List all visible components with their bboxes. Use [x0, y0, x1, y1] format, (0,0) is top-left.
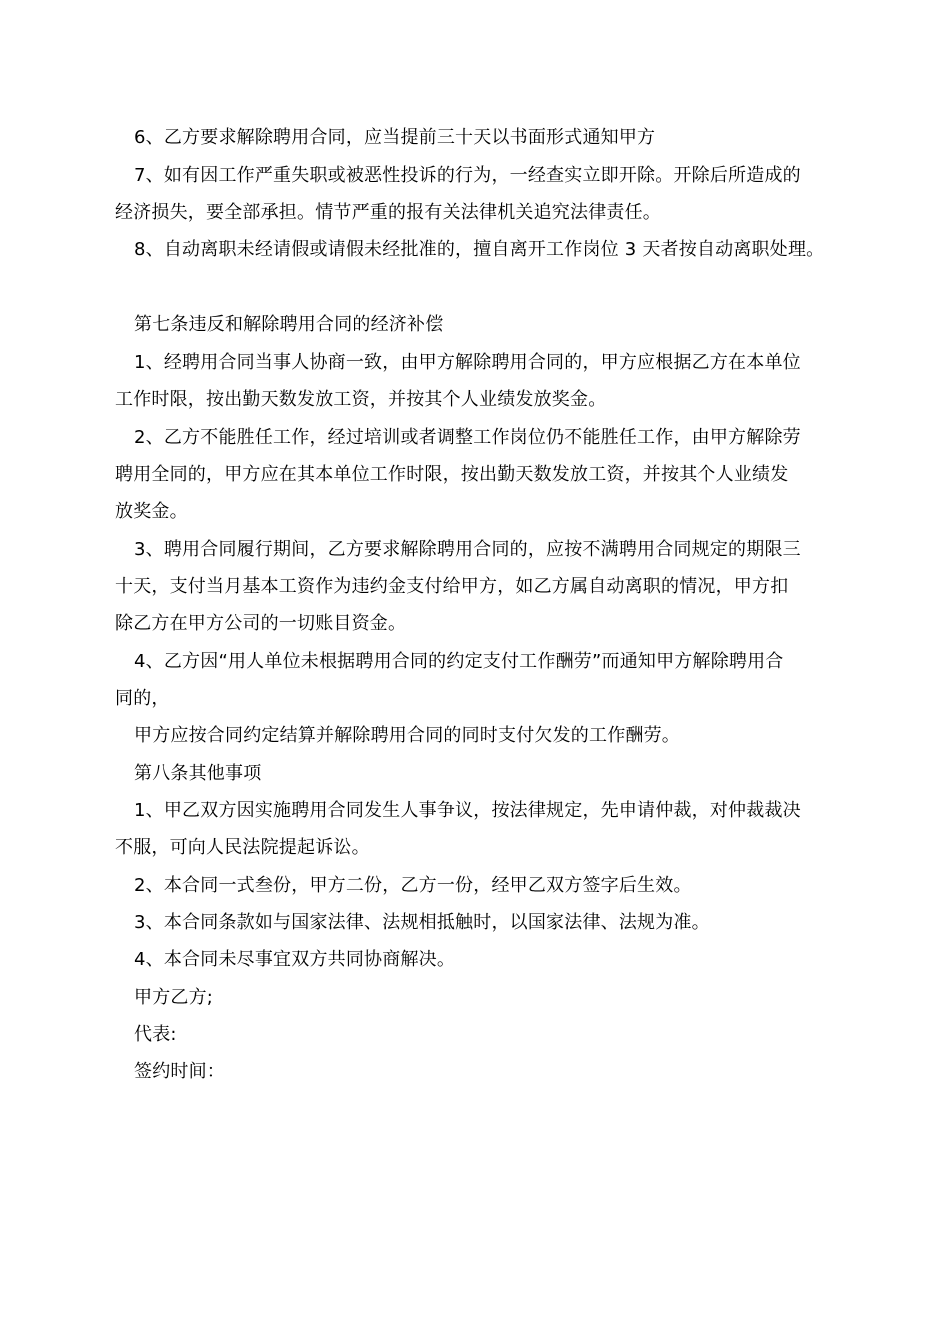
- article-8-item-2: 2、本合同一式叁份，甲方二份，乙方一份，经甲乙双方签字后生效。: [134, 875, 692, 896]
- article-8-item-1-line-1: 1、甲乙双方因实施聘用合同发生人事争议，按法律规定，先申请仲裁，对仲裁裁决: [134, 800, 801, 821]
- article-7-item-1-line-2: 工作时限，按出勤天数发放工资，并按其个人业绩发放奖金。: [115, 389, 607, 410]
- article-8-item-3: 3、本合同条款如与国家法律、法规相抵触时，以国家法律、法规为准。: [134, 912, 710, 933]
- signature-date: 签约时间：: [134, 1061, 225, 1082]
- clause-6-item-6: 6、乙方要求解除聘用合同，应当提前三十天以书面形式通知甲方: [134, 127, 656, 148]
- article-7-item-1-line-1: 1、经聘用合同当事人协商一致，由甲方解除聘用合同的，甲方应根据乙方在本单位: [134, 352, 801, 373]
- article-7-item-2-line-2: 聘用全同的，甲方应在其本单位工作时限，按出勤天数发放工资，并按其个人业绩发: [115, 464, 789, 485]
- article-7-item-4-line-1: 4、乙方因“用人单位未根据聘用合同的约定支付工作酬劳”而通知甲方解除聘用合: [134, 651, 784, 672]
- signature-parties: 甲方乙方;: [134, 987, 214, 1008]
- signature-representative: 代表:: [134, 1024, 177, 1045]
- article-7-item-2-line-1: 2、乙方不能胜任工作，经过培训或者调整工作岗位仍不能胜任工作，由甲方解除劳: [134, 427, 801, 448]
- clause-6-item-7-line-1: 7、如有因工作严重失职或被恶性投诉的行为，一经查实立即开除。开除后所造成的: [134, 165, 801, 186]
- article-8-heading: 第八条其他事项: [134, 763, 262, 784]
- article-7-item-3-line-3: 除乙方在甲方公司的一切账目资金。: [115, 613, 407, 634]
- clause-6-item-7-line-2: 经济损失，要全部承担。情节严重的报有关法律机关追究法律责任。: [115, 202, 661, 223]
- clause-6-item-8: 8、自动离职未经请假或请假未经批准的，擅自离开工作岗位 3 天者按自动离职处理。: [134, 239, 825, 260]
- article-7-item-4-line-2: 同的，: [115, 688, 170, 709]
- article-7-item-3-line-2: 十天，支付当月基本工资作为违约金支付给甲方，如乙方属自动离职的情况，甲方扣: [115, 576, 789, 597]
- article-7-item-3-line-1: 3、聘用合同履行期间，乙方要求解除聘用合同的，应按不满聘用合同规定的期限三: [134, 539, 801, 560]
- article-8-item-1-line-2: 不服，可向人民法院提起诉讼。: [115, 837, 370, 858]
- article-7-item-4-line-3: 甲方应按合同约定结算并解除聘用合同的同时支付欠发的工作酬劳。: [134, 725, 680, 746]
- article-8-item-4: 4、本合同未尽事宜双方共同协商解决。: [134, 949, 456, 970]
- article-7-item-2-line-3: 放奖金。: [115, 501, 188, 522]
- article-7-heading: 第七条违反和解除聘用合同的经济补偿: [134, 314, 444, 335]
